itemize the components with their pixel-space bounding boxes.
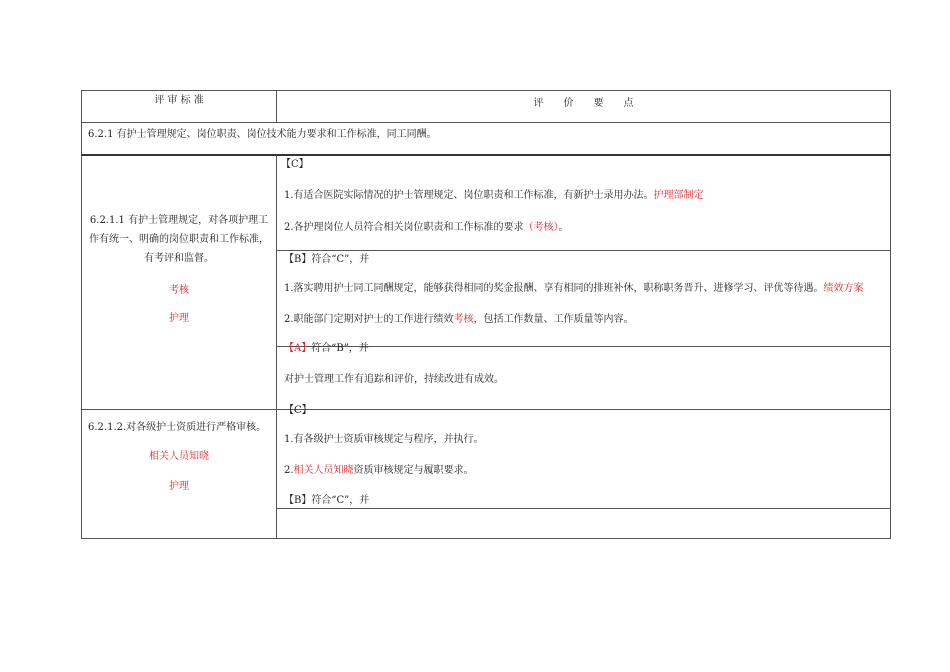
grade-a-label-mark: 【A】 (284, 343, 312, 354)
header-bottom-border (81, 122, 891, 123)
item-6-2-1-1-method: 考核 (169, 285, 189, 296)
table-right-border (890, 90, 891, 539)
grade-c-point-2 (284, 221, 569, 234)
header-criteria: 评 审 标 准 (154, 95, 204, 106)
grade-c-b-divider (276, 250, 891, 251)
item-6-2-1-2-grade-c-point-2 (284, 464, 474, 477)
item-6-2-1-2-method: 相关人员知晓 (149, 451, 209, 462)
grade-c-point-2-text: 2.各护理岗位人员符合相关岗位职责和工作标准的要求 (284, 222, 524, 233)
item-6-2-1-2-grade-c-point-2-text: 资质审核规定与履职要求。 (353, 465, 474, 476)
grade-b-label: 【B】符合“C”，并 (284, 254, 370, 265)
grade-c-point-1 (284, 189, 704, 202)
body-column-divider (276, 155, 277, 539)
grade-b-point-1 (284, 282, 864, 295)
grade-b-point-1-note: 绩效方案 (823, 283, 864, 294)
grade-c-point-2-tail: 。 (558, 222, 569, 233)
grade-b-point-2-text-b: ，包括工作数量、工作质量等内容。 (473, 314, 634, 325)
grade-b-point-2-note: 考核 (453, 314, 474, 325)
item-6-2-1-1-desc-line3: 有考评和监督。 (144, 253, 214, 264)
grade-a-label (284, 342, 369, 355)
item-6-2-1-2-grade-b-label: 【B】符合“C”，并 (284, 495, 370, 506)
item-6-2-1-2-grade-c-point-1: 1.有各级护士资质审核规定与程序，并执行。 (284, 434, 484, 445)
standard-6-2-1: 6.2.1 有护士管理规定、岗位职责、岗位技术能力要求和工作标准，同工同酬。 (88, 129, 437, 140)
item-6-2-1-1-desc-line1: 6.2.1.1 有护士管理规定，对各项护理工 (89, 215, 269, 226)
item-6-2-1-1-dept: 护理 (169, 313, 189, 324)
grade-c-point-2-note: （考核） (523, 222, 559, 233)
table-top-border (81, 90, 891, 91)
grade-b-bottom-divider (276, 508, 891, 509)
grade-a-label-text: 符合“B”，并 (311, 343, 369, 354)
item-6-2-1-2-grade-c-point-2-note: 相关人员知晓 (293, 465, 354, 476)
grade-c-point-1-text: 1.有适合医院实际情况的护士管理规定、岗位职责和工作标准，有新护士录用办法。 (284, 190, 654, 201)
grade-c-label: 【C】 (281, 159, 309, 170)
item-6-2-1-2-grade-c-point-2-num: 2. (284, 465, 294, 476)
table-bottom-border (81, 538, 891, 539)
header-evaluation-points: 评 价 要 点 (533, 98, 634, 109)
grade-a-point-1: 对护士管理工作有追踪和评价，持续改进有成效。 (284, 374, 504, 385)
item-6-2-1-2-desc: 6.2.1.2.对各级护士资质进行严格审核。 (88, 422, 267, 433)
grade-b-point-1-text: 1.落实聘用护士同工同酬规定，能够获得相同的奖金报酬、享有相同的排班补休，职称职务晋升、进修学习、评优等待遇。 (284, 283, 824, 294)
item-6-2-1-1-desc-line2: 作有统一、明确的岗位职责和工作标准， (89, 234, 269, 245)
grade-b-point-2 (284, 313, 634, 326)
item-6-2-1-2-dept: 护理 (169, 481, 189, 492)
grade-b-point-2-text-a: 2.职能部门定期对护士的工作进行绩效 (284, 314, 454, 325)
item-row-divider (81, 409, 891, 410)
standard-row-bottom-border (81, 154, 891, 156)
item-6-2-1-2-grade-c-label: 【C】 (284, 405, 312, 416)
grade-c-point-1-note: 护理部制定 (653, 190, 704, 201)
